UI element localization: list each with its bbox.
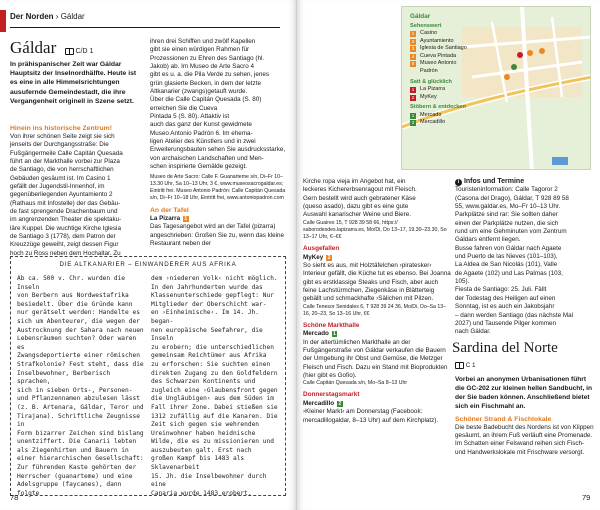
body-line: läre Kuppel. Die wuchtige Kirche Iglesia <box>10 224 121 232</box>
box-line: auszubeuten galt. Erst nach <box>151 446 252 454</box>
section-head-hinein: Hinein ins historische Zentrum! <box>10 125 112 132</box>
box-line: Mitglieder der Oberschicht war- <box>151 300 267 308</box>
box-line: direkten Zugang zu den Goldfeldern <box>151 369 278 377</box>
box-line: Austrocknung der Sahara nach neuen <box>17 326 144 334</box>
info-line: 55, www.galdar.es, Mo–Fr 10–13 Uhr. <box>455 203 561 211</box>
legend-item <box>410 68 500 76</box>
legend-label: La Pizarra <box>420 85 446 92</box>
box-line: die Ungläubigen‹ aus dem Süden im <box>151 395 274 403</box>
body-line: de Santiago, die von herrschaftlichen <box>10 166 114 174</box>
info-line: (Casona del Drago), Gáldar, T 928 89 58 <box>455 194 569 202</box>
box-title: DIE ALTKANARIER – EINWANDERER AUS AFRIKA <box>59 261 237 268</box>
legend-label: MyKey <box>420 93 437 100</box>
mercado-info: Calle Capitán Quesada s/n, Mo–Sa 8–13 Uhr <box>303 380 408 387</box>
box-column-2 <box>151 275 283 498</box>
box-line: und Pflanzennamen abzulesen lässt <box>17 395 140 403</box>
box-line: von Berbern aus Nordwestafrika <box>17 292 129 300</box>
pizarra-text: Das Tagesangebot wird an der Tafel (pizarra) angeschrieben: Großen Sie zu, wenn das kleine Restaurant neben der <box>150 223 285 247</box>
box-line: Tirajana). Schriftliche Zeugnisse in <box>17 412 140 429</box>
box-line: zu erobern; die unterschiedlichen <box>151 343 274 351</box>
sardina-intro: Vorbei an anonymen Urbanisationen führt die GC-202 zur kleinen hellen Sandbucht, in der Sie baden können. Anschließend bietet sich ein Fischmahl an. <box>455 375 593 410</box>
museum-info: Museo de Arte Sacro: Calle F. Guanarteme s/n, Di–Fr 10–13.30 Uhr, Sa 10–13 Uhr, 3 €, www.museosacrogaldar.es; Eintritt frei. Museo Antonio Padrón: Calle Capitán Quesada s/n, Di–Fr 10–18 Uhr, Eintritt frei, www.antoniopadron.com <box>150 173 286 201</box>
info-icon: i <box>455 179 462 186</box>
pizarra-info: Calle Guaires 15, T 928 39 58 66, https:// saborodesdes.lapizarra.es, Mo/Di, Do 13–17, 19.30–23.30, So 13–17 Uhr, €–€€ <box>303 219 447 240</box>
legend-number: 1 <box>411 31 415 36</box>
legend-item <box>410 53 500 61</box>
body-line: Altkanarier (zwangs)getauft wurde. <box>150 88 248 96</box>
strand-text: Die beste Badebucht des Nordens ist von Klippen gesäumt, an ihrem Fuß verläuft eine Promenade. Im Schatten einer Felswand reihen sich Fisch- und Handwerkslokale mit Frischware versorgt. <box>455 423 594 456</box>
info-line: Parkplätze sind rar: Sie sollten daher <box>455 211 558 219</box>
sardina-ref: C 1 <box>455 362 595 371</box>
legend-section-head: Sehenswert <box>410 22 442 29</box>
legend-number: 3 <box>411 46 415 52</box>
mykey-text: So sieht es aus, mit Holztäfelchen ›piratesker‹ Interieur gefällt, die Küche tut es ebenso. Bei Joanna gibt es erstklassige Steaks und Fisch, aber auch feine Lachstürmchen, Ziegenkäse in Blätterteig gebällt und schmackhafte ›Sälichen mit Pilzen. <box>303 261 451 303</box>
info-line: Busse fahren von Gáldar nach Agaete <box>455 244 562 252</box>
box-line: Fall ihrer Zone. Dabei stießen sie <box>151 403 278 411</box>
box-line: Zur führenden Kaste gehörten der <box>17 464 137 472</box>
box-line: großen Kampf bis 1483 als Sklavenarbeit <box>151 455 245 472</box>
box-line: Inselbewohner, Berberisch sprachen, <box>17 369 111 386</box>
box-line: Ureinwohner haben heidnische <box>151 429 256 437</box>
running-head-rule <box>10 27 280 28</box>
box-line: Zwangsdeportierte einer römischen <box>17 352 140 360</box>
section-head-tafel: An der Tafel <box>150 206 189 214</box>
mercado-name: Mercado 1 <box>303 330 336 338</box>
box-line: en ›Einheimische‹. Im 14. Jh. began- <box>151 309 260 325</box>
map-book-icon-2 <box>455 362 464 369</box>
info-line: Touristeninformation: Calle Tagoror 2 <box>455 186 558 194</box>
box-line: 1312 zufällig auf die Kanaren. Die <box>151 412 278 420</box>
box-line: Lebensräumen suchten? Oder waren es <box>17 335 137 351</box>
box-line: Adelsgruppe (faycanes), dann folgte <box>17 481 122 497</box>
city-map <box>401 6 591 170</box>
running-head: Der Norden › Gáldar <box>10 12 85 21</box>
box-line: besiedelt. Über die Gründe kann <box>17 300 133 308</box>
box-line: zu erforschen: Sie suchten einen <box>151 360 271 368</box>
box-line: zugleich eine ›Glaubensfront gegen <box>151 386 278 394</box>
body-line: gegenüberliegenden Ayuntamiento 2 <box>10 191 113 199</box>
info-head: i Infos und Termine <box>455 178 595 186</box>
legend-section-head: Stöbern & entdecken <box>410 104 466 111</box>
box-line: einer hierarchischen Gesellschaft: <box>17 455 144 463</box>
box-line: unentziffert. Die Canarii lebten <box>17 438 137 446</box>
legend-label: Ayuntamiento <box>420 37 454 44</box>
legend-item <box>410 86 500 94</box>
section-head-donnerstag: Donnerstagsmarkt <box>303 391 360 399</box>
legend-label: Museo Antonio <box>420 60 457 67</box>
legend-item <box>410 94 500 102</box>
body-line: Fußgängermeile Calle Capitán Quesada <box>10 149 123 157</box>
legend-item <box>410 60 500 68</box>
legend-number: 4 <box>411 53 415 59</box>
page-number-left: 78 <box>10 493 19 502</box>
box-line: Klassenunterschiede gepflegt: Nur <box>151 292 274 300</box>
body-line: hoch zu Ross neben dem Hochaltar. Zu <box>10 249 121 257</box>
legend-item <box>410 112 500 120</box>
body-line: ligen Atelier des Künstlers und in zwei <box>150 138 256 146</box>
map-reference: C/D 1 <box>75 48 94 55</box>
legend-number: 1 <box>411 112 415 118</box>
box-line: (z. B. Artenara, Gáldar, Teror und <box>17 403 144 411</box>
column-3 <box>303 178 451 425</box>
legend-item <box>410 30 500 38</box>
info-line: der Todestag des Heiligen auf einen <box>455 294 556 302</box>
body-line: Über die Calle Capitán Quesada (S. 80) <box>150 96 262 104</box>
body-line: Museo Antonio Padrón 6. Im ehema- <box>150 129 253 137</box>
info-line: 105). <box>455 278 470 286</box>
box-line: Ab ca. 500 v. Chr. wurden die Inseln <box>17 275 126 291</box>
body-line: (Rathaus mit Infostelle) der das Gebäu- <box>10 199 121 207</box>
body-line: Erweiterungsbauten sehen Sie ausdrucksstarke, <box>150 146 286 154</box>
box-line: Wilde, die es zu missionieren und <box>151 438 274 446</box>
mercado-text: In der altertümlichen Markthalle an der Fußgängerstraße von Gáldar verkaufen die Bauern der Umgebung ihr Obst und Gemüse, die Metzger Fleisch und Fisch. Dazu ein Stand mit Bioprodukten (hier gibt es Gofio). <box>303 338 448 379</box>
body-line: von archaischen Landschaften und Men- <box>150 154 264 162</box>
body-line: Auswahl kanarischer Weine und Biere. <box>303 211 412 219</box>
legend-number: 2 <box>411 94 415 100</box>
legend-label: Mercado <box>420 111 442 118</box>
box-line: Form bizarrer Zeichen sind bislang <box>17 429 144 437</box>
body-line: Kirche ropa vieja im Angebot hat, ein <box>303 178 406 185</box>
info-line: rund um eine Gehminuten vom Zentrum <box>455 228 567 236</box>
box-line: Zeit sich gegen sie wehrenden <box>151 421 260 429</box>
box-line: sich um Abenteurer, die wegen der <box>17 317 140 325</box>
place-title: Gáldar C/D 1 <box>10 38 94 57</box>
right-page <box>297 0 600 510</box>
box-line: gemeinsam Reichtümer aus Afrika <box>151 352 267 360</box>
info-line: einen der Parkplätze nutzen, die sich <box>455 219 559 227</box>
body-line: Prozessionen zu Ehren des Santiago (hl. <box>150 54 265 62</box>
info-line: nach Gáldar. <box>455 328 491 336</box>
legend-label: Casino <box>420 30 438 36</box>
legend-item <box>410 45 500 53</box>
box-line: des Schwarzen Kontinents und <box>151 378 256 386</box>
body-line: leckeres Kichererbsenragout mit Fleisch. <box>303 186 417 194</box>
body-line: de Santiago 3 (1778), dem Patron der <box>10 233 116 241</box>
legend-section-head: Satt & glücklich <box>410 78 452 85</box>
legend-label: Padrón <box>420 67 438 74</box>
body-line: auch das ganz der Kunst gewidmete <box>150 121 252 129</box>
box-line: dem ›niederen Volk‹ nicht möglich. <box>151 275 278 282</box>
box-line: nen europäische Seefahrer, die Inseln <box>151 326 263 343</box>
box-line: 15. Jh. die Inselbewohner durch eine <box>151 472 267 489</box>
body-line: de fast sprengende Drachenbaum und <box>10 208 118 216</box>
body-line: Jakob) ab. Im Museo de Arte Sacro 4 <box>150 63 254 71</box>
section-tab <box>0 10 6 32</box>
mykey-info: Calle Tenesor Senidales 6, T 928 39 24 36, Mo/Di, Do–Sa 13–16, 20–23, So 13–16 Uhr, €€ <box>303 303 447 317</box>
map-legend <box>410 13 500 127</box>
legend-number: 1 <box>411 86 415 92</box>
body-line: schen inspirierte Gemälde gezeigt. <box>150 163 247 171</box>
page-number-right: 79 <box>582 493 591 502</box>
body-line: Von ihrer schönen Seite zeigt sie sich <box>10 133 115 140</box>
legend-label: Iglesia de Santiago <box>420 45 467 52</box>
body-line: gibt es u. a. die Pila Verde zu sehen, jenes <box>150 71 270 79</box>
box-line: In den Jahrhunderten wurde das <box>151 283 263 291</box>
body-line: gibt sie einen würdigen Rahmen für <box>150 46 250 54</box>
legend-label: Mercadillo <box>420 119 446 126</box>
box-line: sich in sieben Orts-, Personen- <box>17 386 133 394</box>
pizarra-name: La Pizarra 1 <box>150 214 188 222</box>
legend-number: 2 <box>411 120 415 126</box>
column-4-lower <box>455 362 595 457</box>
legend-number: 5 <box>411 61 415 67</box>
body-line: Gebäuden gesäumt ist. Im Casino 1 <box>10 174 111 182</box>
left-page <box>0 0 297 510</box>
map-city-name: Gáldar <box>410 13 431 20</box>
sardina-title: Sardina del Norte <box>452 340 558 356</box>
info-line: de Agaete (102) und Las Palmas (103, <box>455 269 563 277</box>
mykey-name: MyKey 2 <box>303 253 331 261</box>
body-line: jenseits der Durchgangsstraße: Die <box>10 141 109 149</box>
info-line: – dann werden Santiago (das nächste Mal <box>455 311 573 319</box>
box-line: nur gerätselt werden: Handelte es <box>17 309 140 317</box>
column-4 <box>455 178 595 337</box>
legend-item <box>410 119 500 127</box>
box-line: Canaria wurde 1483 erobert. <box>151 489 252 497</box>
body-line: ihren drei Schiffen und zwölf Kapellen <box>150 38 256 45</box>
info-line: Sonntag, ist es auch ein Jakobsjahr <box>455 303 555 311</box>
body-line: gefällt der Jugendstil-Innenhof, im <box>10 183 105 191</box>
map-book-icon <box>65 48 74 55</box>
info-line: und Puerto de las Nieves (101–103), <box>455 253 558 261</box>
section-head-markthalle: Schöne Markthalle <box>303 321 360 329</box>
info-line: 2027) und Tausende Pilger kommen <box>455 319 557 327</box>
mercadillo-text: ›Kleiner Markt‹ am Donnerstag (Facebook: mercadillogaldar, 8–13 Uhr) auf dem Kirchplatz). <box>303 408 439 424</box>
box-line: Strafkolonie? Fest steht, dass die <box>17 360 144 368</box>
info-line: Gáldars entfernt liegen. <box>455 236 521 244</box>
body-line: (queso asado), dazu gibt es eine gute <box>303 203 409 211</box>
mercadillo-name: Mercadillo 2 <box>303 399 342 407</box>
section-head-ausgefallen: Ausgefallen <box>303 245 340 252</box>
body-line: Kreuzzüge geweiht, zeigt dessen Figur <box>10 241 119 249</box>
intro-text: In prähispanischer Zeit war Gáldar Hauptsitz der Inselnordhälfte. Heute ist es eine in alle Himmelsrichtungen ausufernde Gemeindestadt, die ihre Vergangenheit originell in Szene setzt. <box>10 61 137 105</box>
body-line: führt an der Markthalle vorbei zur Plaza <box>10 158 120 166</box>
body-line: Pintada 5 (S. 80). Attaktiv ist <box>150 113 230 121</box>
legend-number: 2 <box>411 38 415 44</box>
box-line: als Ziegenhirten und Bauern in <box>17 446 129 454</box>
body-line: grün glasierte Becken, in dem der letzte <box>150 79 261 87</box>
column-2 <box>150 38 290 248</box>
column-1 <box>10 124 146 258</box>
info-line: Fiesta de Santiago: 25. Juli. Fällt <box>455 286 547 294</box>
altkanarier-box <box>10 256 286 496</box>
body-line: im angrenzenden Theater die spektaku- <box>10 216 122 224</box>
box-column-1 <box>17 275 147 498</box>
legend-label: Cueva Pintada <box>420 52 457 59</box>
section-head-strand: Schöner Strand & Fischlokale <box>455 415 552 423</box>
box-line: Herrscher (guanarteme) und eine <box>17 472 133 480</box>
info-line: La Aldea de San Nicolás (101), Valle <box>455 261 558 269</box>
body-line: Gern bestellt wird auch gebratener Käse <box>303 194 416 202</box>
legend-item <box>410 38 500 46</box>
body-line: erreichen Sie die Cueva <box>150 104 218 112</box>
